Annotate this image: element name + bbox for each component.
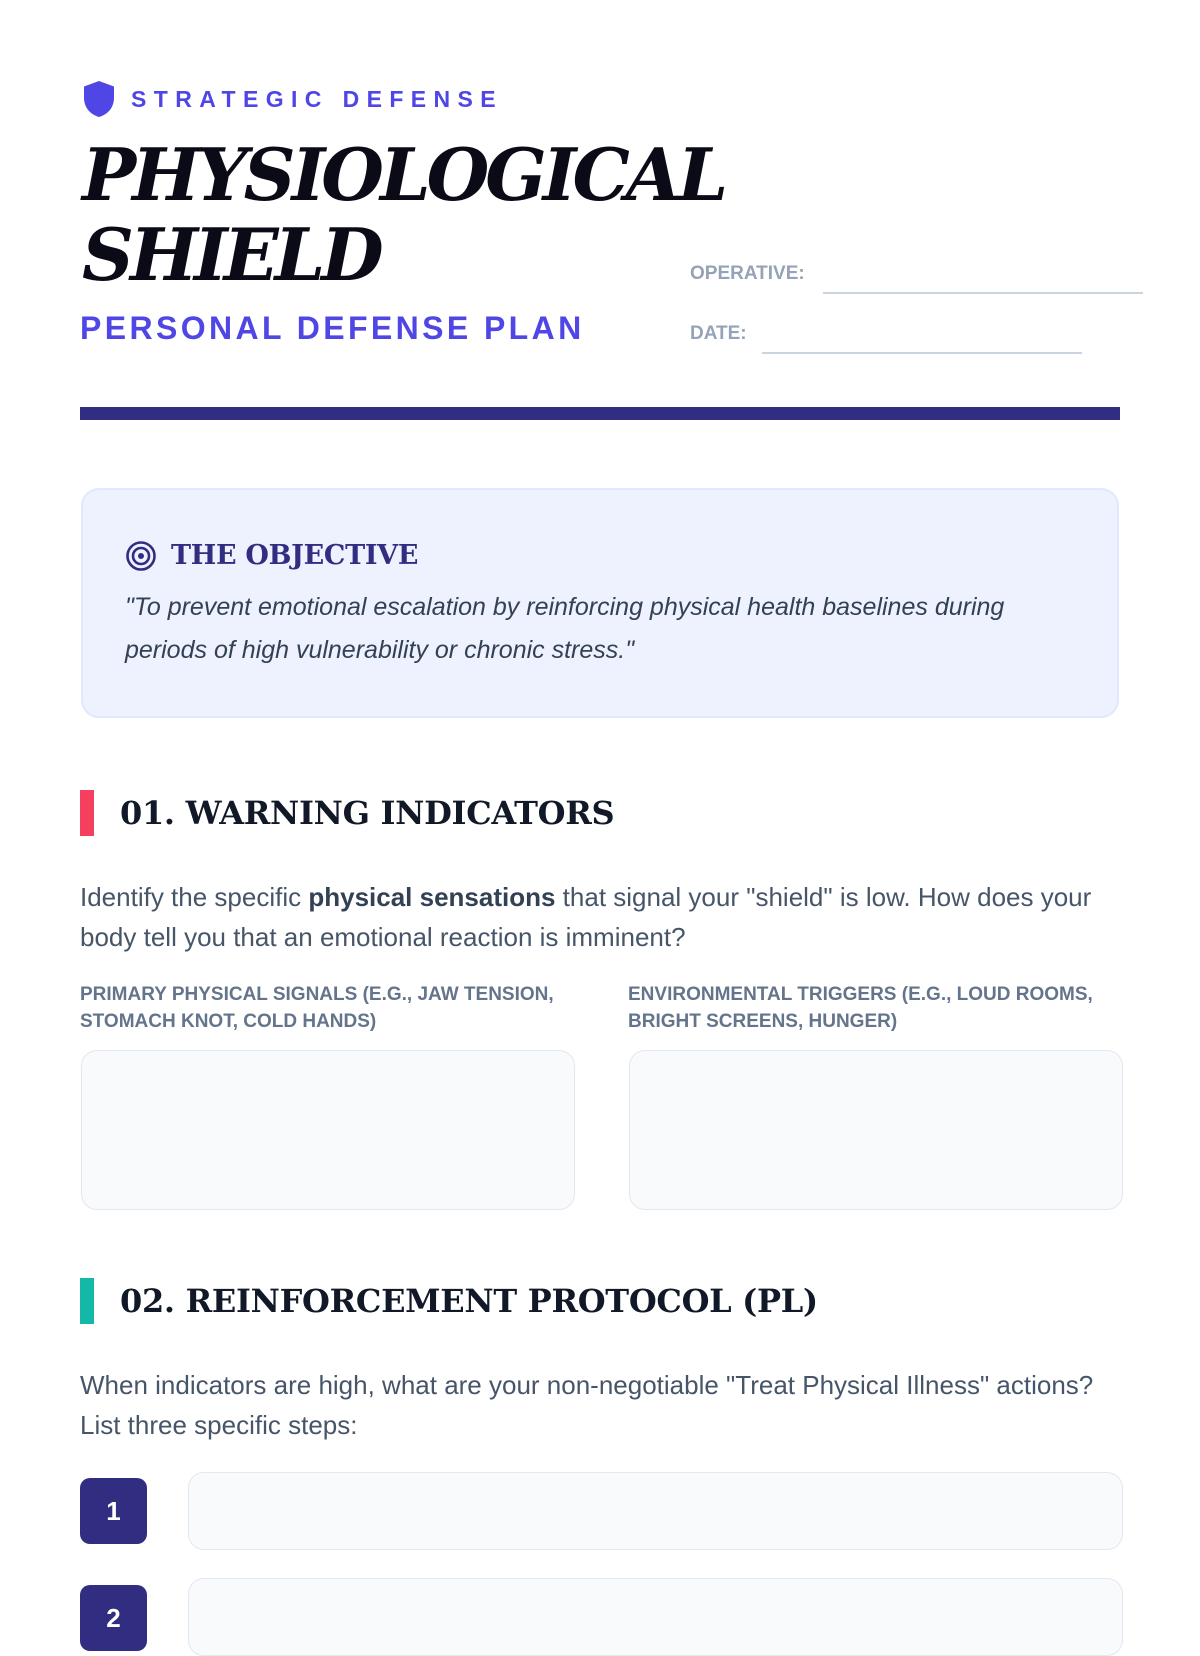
page-title [82, 132, 725, 297]
primary-signals-label: PRIMARY PHYSICAL SIGNALS (E.G., JAW TENSION, STOMACH KNOT, COLD HANDS) [80, 984, 554, 1032]
intro-text-start: Identify the specific [80, 882, 309, 912]
step-number-1: 1 [80, 1478, 147, 1544]
warning-section-title: 01. WARNING INDICATORS [120, 794, 615, 832]
protocol-section-bar [80, 1278, 94, 1324]
date-label: DATE: [690, 323, 747, 344]
operative-label: OPERATIVE: [690, 263, 805, 284]
environmental-triggers-input[interactable] [629, 1050, 1123, 1210]
warning-section-bar [80, 790, 94, 836]
page-subtitle: PERSONAL DEFENSE PLAN [80, 310, 585, 346]
operative-field[interactable] [823, 292, 1143, 294]
environmental-triggers-label: ENVIRONMENTAL TRIGGERS (E.G., LOUD ROOMS, BRIGHT SCREENS, HUNGER) [628, 984, 1093, 1032]
title-line-1: PHYSIOLOGICAL [82, 132, 725, 217]
objective-quote: "To prevent emotional escalation by reinforcing physical health baselines during periods of high vulnerability or chronic stress." [125, 593, 1005, 664]
protocol-section-title: 02. REINFORCEMENT PROTOCOL (PL) [120, 1282, 818, 1320]
step-number-2: 2 [80, 1585, 147, 1651]
warning-section-intro [80, 877, 1120, 957]
intro-emphasis: physical sensations [308, 882, 556, 912]
step-2-input[interactable] [188, 1578, 1123, 1656]
objective-card [81, 488, 1119, 718]
target-icon [125, 540, 157, 572]
primary-signals-input[interactable] [81, 1050, 575, 1210]
date-field[interactable] [762, 352, 1082, 354]
intro-text-end: that signal your "shield" is low. How does your body tell you that an emotional reaction is imminent? [80, 882, 1092, 952]
header-divider [80, 407, 1120, 420]
protocol-section-intro: When indicators are high, what are your non-negotiable "Treat Physical Illness" actions? List three specific steps: [80, 1370, 1094, 1440]
objective-title: THE OBJECTIVE [171, 540, 419, 571]
eyebrow [82, 80, 503, 118]
eyebrow-text: STRATEGIC DEFENSE [131, 85, 504, 112]
step-1-input[interactable] [188, 1472, 1123, 1550]
title-line-2: SHIELD [82, 212, 380, 297]
shield-icon [82, 80, 116, 118]
